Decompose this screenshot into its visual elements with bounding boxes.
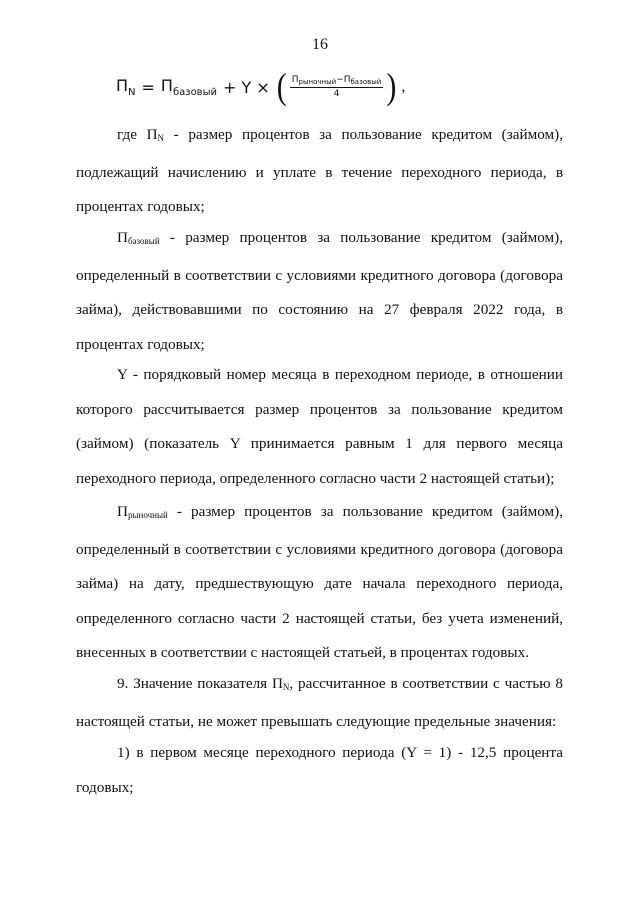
page-number: 16 [312, 36, 328, 53]
formula-fraction [290, 75, 384, 99]
left-paren: ( [276, 65, 287, 107]
paragraph-4: $П_{рыночный}$ - размер процентов за пользование кредитом (займом), определенный в соответствии с условиями кредитного договора (договора займа) на дату, предшествующую дате начала переходного периода, определенного согласно части 2 настоящей статьи, без учета изменений, внесенных в соответствии с настоящей статьей, в процентах годовых. [76, 503, 563, 661]
paragraph-2: $П_{базовый}$ - размер процентов за пользование кредитом (займом), определенный в соответствии с условиями кредитного договора (договора займа), действовавшими по состоянию на 27 февраля 2022 года, в процентах годовых; [76, 229, 563, 353]
right-paren: ) [386, 65, 397, 107]
paragraph-3: Y - порядковый номер месяца в переходном периоде, в отношении которого рассчитывается размер процентов за пользование кредитом (займом) (показатель Y принимается равным 1 для первого месяца переходного периода, определенного согласно части 2 настоящей статьи); [76, 366, 563, 487]
formula-lhs: $П_N$ [116, 76, 136, 98]
fraction-denominator: 4 [333, 89, 340, 99]
formula-plus-y: + Y × [222, 77, 270, 97]
formula-comma: , [401, 78, 406, 95]
formula-equals: = [141, 77, 155, 97]
formula-base: $П_{базовый}$ [160, 76, 217, 98]
paragraph-6: 1) в первом месяце переходного периода (Y = 1) - 12,5 процента годовых; [76, 744, 563, 796]
fraction-numerator: $П_{рыночный}-П_{базовый}$ [291, 75, 382, 86]
paragraph-1: где $П_N$ - размер процентов за пользование кредитом (займом), подлежащий начислению и уплате в течение переходного периода, в процентах годовых; [76, 126, 563, 215]
interest-formula [116, 65, 406, 107]
paragraph-5: 9. Значение показателя $П_N$, рассчитанное в соответствии с частью 8 настоящей статьи, не может превышать следующие предельные значения: [76, 675, 563, 730]
